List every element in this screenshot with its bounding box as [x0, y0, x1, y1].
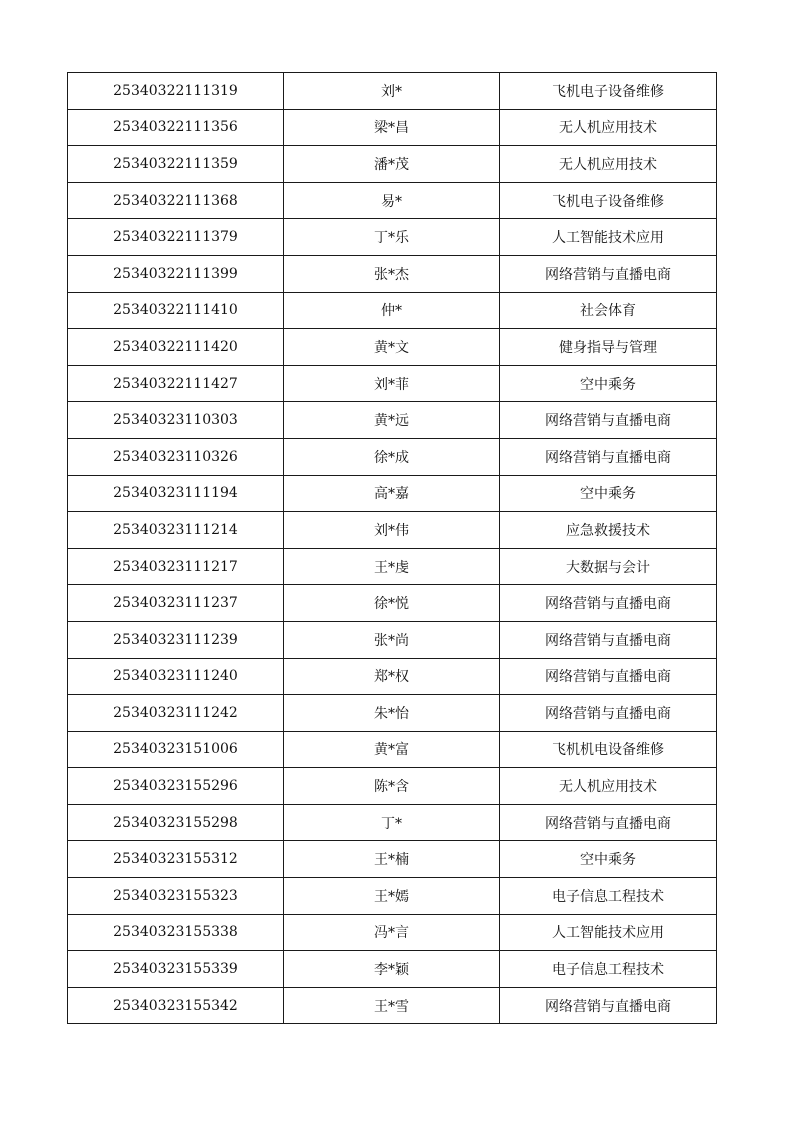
- name-cell: 王*楠: [284, 841, 500, 878]
- name-cell: 刘*: [284, 73, 500, 110]
- table-row: [68, 548, 717, 585]
- major-cell: 网络营销与直播电商: [500, 621, 717, 658]
- table-row: [68, 182, 717, 219]
- candidate-number-cell: 25340322111359: [68, 146, 284, 183]
- name-cell: 郑*权: [284, 658, 500, 695]
- name-cell: 王*虔: [284, 548, 500, 585]
- candidate-number-cell: 25340323111214: [68, 512, 284, 549]
- candidate-number-cell: 25340322111410: [68, 292, 284, 329]
- candidate-number-cell: 25340322111368: [68, 182, 284, 219]
- major-cell: 大数据与会计: [500, 548, 717, 585]
- major-cell: 无人机应用技术: [500, 109, 717, 146]
- table-body: [68, 73, 717, 1024]
- major-cell: 飞机机电设备维修: [500, 731, 717, 768]
- candidate-number-cell: 25340323111239: [68, 621, 284, 658]
- major-cell: 无人机应用技术: [500, 768, 717, 805]
- major-cell: 网络营销与直播电商: [500, 658, 717, 695]
- name-cell: 李*颖: [284, 951, 500, 988]
- name-cell: 黄*远: [284, 402, 500, 439]
- name-cell: 刘*菲: [284, 365, 500, 402]
- major-cell: 社会体育: [500, 292, 717, 329]
- student-list-table: [67, 72, 717, 1024]
- major-cell: 人工智能技术应用: [500, 914, 717, 951]
- candidate-number-cell: 25340323110303: [68, 402, 284, 439]
- major-cell: 网络营销与直播电商: [500, 255, 717, 292]
- name-cell: 黄*富: [284, 731, 500, 768]
- table-row: [68, 951, 717, 988]
- name-cell: 徐*悦: [284, 585, 500, 622]
- name-cell: 王*雪: [284, 987, 500, 1024]
- major-cell: 网络营销与直播电商: [500, 402, 717, 439]
- major-cell: 飞机电子设备维修: [500, 182, 717, 219]
- major-cell: 健身指导与管理: [500, 329, 717, 366]
- table-row: [68, 768, 717, 805]
- table-row: [68, 292, 717, 329]
- major-cell: 空中乘务: [500, 365, 717, 402]
- name-cell: 刘*伟: [284, 512, 500, 549]
- name-cell: 丁*: [284, 804, 500, 841]
- candidate-number-cell: 25340322111319: [68, 73, 284, 110]
- major-cell: 空中乘务: [500, 841, 717, 878]
- table-row: [68, 512, 717, 549]
- major-cell: 应急救援技术: [500, 512, 717, 549]
- candidate-number-cell: 25340323155342: [68, 987, 284, 1024]
- table-row: [68, 658, 717, 695]
- candidate-number-cell: 25340323155323: [68, 878, 284, 915]
- candidate-number-cell: 25340323111237: [68, 585, 284, 622]
- table-row: [68, 219, 717, 256]
- table-row: [68, 731, 717, 768]
- major-cell: 人工智能技术应用: [500, 219, 717, 256]
- candidate-number-cell: 25340322111379: [68, 219, 284, 256]
- candidate-number-cell: 25340322111399: [68, 255, 284, 292]
- name-cell: 仲*: [284, 292, 500, 329]
- table-row: [68, 146, 717, 183]
- table-row: [68, 841, 717, 878]
- name-cell: 张*杰: [284, 255, 500, 292]
- candidate-number-cell: 25340322111356: [68, 109, 284, 146]
- name-cell: 张*尚: [284, 621, 500, 658]
- table-row: [68, 73, 717, 110]
- table-row: [68, 914, 717, 951]
- table-row: [68, 804, 717, 841]
- table-row: [68, 255, 717, 292]
- candidate-number-cell: 25340323111240: [68, 658, 284, 695]
- candidate-number-cell: 25340323111217: [68, 548, 284, 585]
- name-cell: 徐*成: [284, 438, 500, 475]
- major-cell: 网络营销与直播电商: [500, 585, 717, 622]
- name-cell: 丁*乐: [284, 219, 500, 256]
- major-cell: 电子信息工程技术: [500, 951, 717, 988]
- candidate-number-cell: 25340323155312: [68, 841, 284, 878]
- table-row: [68, 438, 717, 475]
- name-cell: 王*嫣: [284, 878, 500, 915]
- major-cell: 电子信息工程技术: [500, 878, 717, 915]
- name-cell: 陈*含: [284, 768, 500, 805]
- candidate-number-cell: 25340323151006: [68, 731, 284, 768]
- name-cell: 高*嘉: [284, 475, 500, 512]
- name-cell: 朱*怡: [284, 695, 500, 732]
- name-cell: 梁*昌: [284, 109, 500, 146]
- table-row: [68, 695, 717, 732]
- name-cell: 冯*言: [284, 914, 500, 951]
- name-cell: 易*: [284, 182, 500, 219]
- candidate-number-cell: 25340323155338: [68, 914, 284, 951]
- table-row: [68, 585, 717, 622]
- candidate-number-cell: 25340323111194: [68, 475, 284, 512]
- candidate-number-cell: 25340322111420: [68, 329, 284, 366]
- major-cell: 网络营销与直播电商: [500, 804, 717, 841]
- name-cell: 黄*文: [284, 329, 500, 366]
- table-row: [68, 621, 717, 658]
- major-cell: 无人机应用技术: [500, 146, 717, 183]
- table-row: [68, 475, 717, 512]
- candidate-number-cell: 25340323155298: [68, 804, 284, 841]
- major-cell: 网络营销与直播电商: [500, 695, 717, 732]
- candidate-number-cell: 25340323155296: [68, 768, 284, 805]
- table-row: [68, 365, 717, 402]
- candidate-number-cell: 25340322111427: [68, 365, 284, 402]
- major-cell: 网络营销与直播电商: [500, 438, 717, 475]
- candidate-number-cell: 25340323110326: [68, 438, 284, 475]
- table-row: [68, 878, 717, 915]
- name-cell: 潘*茂: [284, 146, 500, 183]
- major-cell: 空中乘务: [500, 475, 717, 512]
- major-cell: 网络营销与直播电商: [500, 987, 717, 1024]
- table-row: [68, 402, 717, 439]
- table-row: [68, 987, 717, 1024]
- table-row: [68, 109, 717, 146]
- table-row: [68, 329, 717, 366]
- major-cell: 飞机电子设备维修: [500, 73, 717, 110]
- candidate-number-cell: 25340323155339: [68, 951, 284, 988]
- candidate-number-cell: 25340323111242: [68, 695, 284, 732]
